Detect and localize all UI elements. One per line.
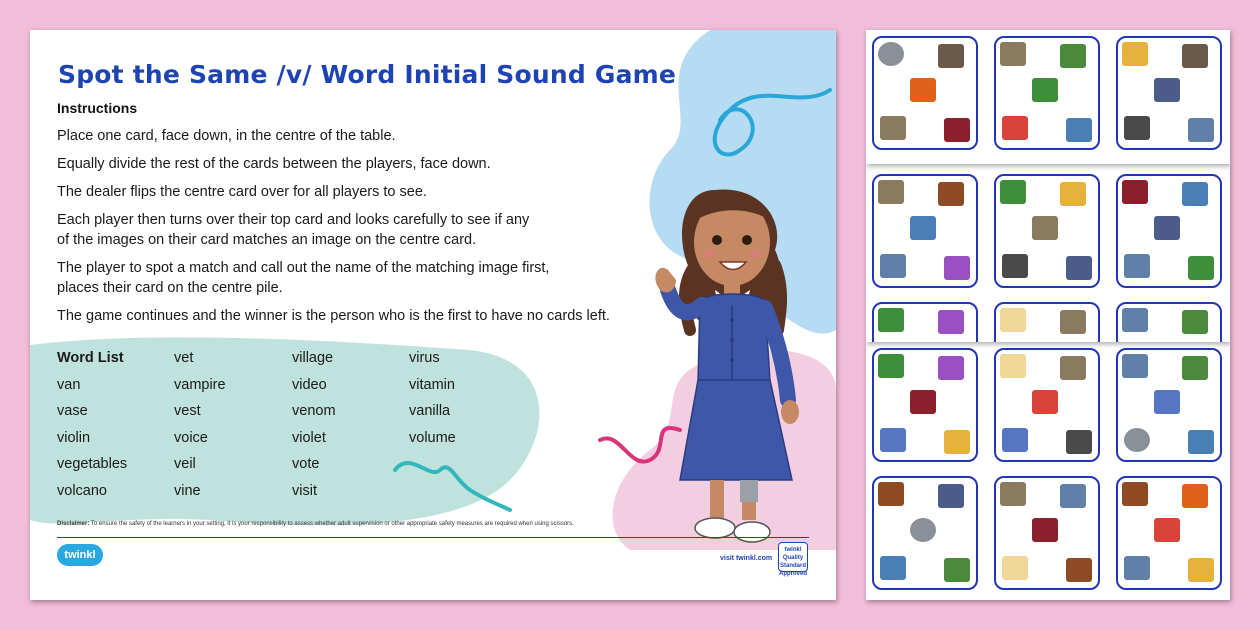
picture-card [1116, 36, 1222, 150]
violin-icon [1122, 482, 1148, 506]
footer-divider [57, 537, 809, 538]
volume-icon [878, 42, 904, 66]
word-item: vitamin [409, 376, 455, 393]
violet-icon [938, 310, 964, 334]
visit-link[interactable]: visit twinkl.com [720, 555, 773, 562]
volcano-icon [1182, 44, 1208, 68]
vet-icon [1154, 78, 1180, 102]
video-icon [1124, 254, 1150, 278]
volume-icon [910, 518, 936, 542]
word-item: visit [292, 482, 317, 499]
violin-icon [1066, 558, 1092, 582]
vanilla-icon [1000, 354, 1026, 378]
video-icon [1122, 354, 1148, 378]
violin-icon [878, 482, 904, 506]
picture-card [872, 348, 978, 462]
word-item: vase [57, 403, 88, 420]
video-icon [1124, 556, 1150, 580]
instruction-item: The player to spot a match and call out the name of the matching image first, places their card on the centre pile. [57, 260, 550, 296]
word-item: voice [174, 429, 208, 446]
word-item: vote [292, 456, 320, 473]
word-column [174, 348, 284, 508]
instruction-item: Equally divide the rest of the cards between the players, face down. [57, 156, 491, 172]
picture-card [872, 36, 978, 150]
picture-card [872, 302, 978, 342]
girl-illustration [620, 150, 830, 545]
picture-card [994, 476, 1100, 590]
village-icon [1000, 482, 1026, 506]
word-item: vet [174, 350, 194, 366]
word-item: violin [57, 429, 91, 446]
picture-card [1116, 348, 1222, 462]
quality-badge: twinkl Quality Standard Approved [778, 542, 808, 572]
word-item: video [292, 376, 327, 393]
word-item: volcano [57, 482, 107, 499]
page-title: Spot the Same /v/ Word Initial Sound Game [58, 60, 677, 89]
card-sheet [866, 164, 1230, 342]
village-icon [1060, 310, 1086, 334]
word-item: vampire [174, 376, 226, 393]
vampire-icon [910, 390, 936, 414]
vampire-icon [1032, 518, 1058, 542]
vegetables-icon [1032, 78, 1058, 102]
voice-icon [1182, 182, 1208, 206]
vase-icon [880, 428, 906, 452]
worksheet-page [30, 30, 836, 600]
voice-icon [910, 216, 936, 240]
vote-icon [1066, 430, 1092, 454]
instruction-item: Place one card, face down, in the centre of the table. [57, 128, 396, 144]
village-icon [1032, 216, 1058, 240]
video-icon [1122, 308, 1148, 332]
violin-icon [938, 182, 964, 206]
vitamin-icon [1122, 42, 1148, 66]
word-column [292, 348, 402, 508]
vest-icon [1002, 116, 1028, 140]
vegetables-icon [1188, 256, 1214, 280]
vote-icon [1124, 116, 1150, 140]
word-item: virus [409, 350, 440, 366]
vegetables-icon [878, 354, 904, 378]
word-column [409, 348, 519, 454]
village-icon [1000, 42, 1026, 66]
violet-icon [944, 256, 970, 280]
voice-icon [1066, 118, 1092, 142]
instructions-heading: Instructions [57, 100, 138, 116]
vet-icon [938, 484, 964, 508]
word-item: vest [174, 403, 201, 420]
card-sheet [866, 342, 1230, 600]
vet-icon [1154, 216, 1180, 240]
vest-icon [1032, 390, 1058, 414]
vitamin-icon [1188, 558, 1214, 582]
venom-icon [1182, 484, 1208, 508]
vanilla-icon [1002, 556, 1028, 580]
violet-icon [938, 356, 964, 380]
twinkl-logo[interactable]: twinkl [57, 544, 103, 566]
instructions-list [57, 126, 677, 334]
card-sheet [866, 30, 1230, 164]
video-icon [880, 254, 906, 278]
village-icon [1060, 356, 1086, 380]
picture-card [872, 174, 978, 288]
vase-icon [1154, 390, 1180, 414]
picture-card [1116, 302, 1222, 342]
picture-card [994, 36, 1100, 150]
picture-card [1116, 476, 1222, 590]
instruction-item: Each player then turns over their top card and looks carefully to see if any of the images on their card matches an image on the centre card. [57, 212, 530, 248]
volcano-icon [938, 44, 964, 68]
picture-card [994, 348, 1100, 462]
vegetables-icon [1000, 180, 1026, 204]
vet-icon [1066, 256, 1092, 280]
word-item: vegetables [57, 456, 128, 473]
video-icon [1060, 484, 1086, 508]
picture-card [872, 476, 978, 590]
vegetables-icon [878, 308, 904, 332]
vitamin-icon [944, 430, 970, 454]
vitamin-icon [1060, 182, 1086, 206]
word-column [57, 348, 167, 508]
word-list-heading: Word List [57, 350, 124, 366]
instruction-item: The game continues and the winner is the person who is the first to have no cards left. [57, 308, 610, 324]
village-icon [880, 116, 906, 140]
vote-icon [1002, 254, 1028, 278]
word-item: venom [292, 403, 336, 420]
video-icon [1188, 118, 1214, 142]
volume-icon [1124, 428, 1150, 452]
word-item: veil [174, 456, 196, 473]
vine-icon [1182, 310, 1208, 334]
vase-icon [1002, 428, 1028, 452]
picture-card [994, 174, 1100, 288]
word-item: vanilla [409, 403, 451, 420]
vine-icon [1060, 44, 1086, 68]
word-item: volume [409, 429, 456, 446]
vampire-icon [1122, 180, 1148, 204]
voice-icon [880, 556, 906, 580]
disclaimer: Disclaimer: To ensure the safety of the learners in your setting, it is your responsibility to assess whether adult supervision or other appropriate safety measures are required when using scissors. [57, 521, 574, 527]
picture-card [1116, 174, 1222, 288]
word-item: village [292, 350, 334, 366]
word-item: van [57, 376, 81, 393]
venom-icon [910, 78, 936, 102]
word-item: violet [292, 429, 326, 446]
vine-icon [1182, 356, 1208, 380]
village-icon [878, 180, 904, 204]
vine-icon [944, 558, 970, 582]
vanilla-icon [1000, 308, 1026, 332]
picture-card [994, 302, 1100, 342]
word-item: vine [174, 482, 201, 499]
vest-icon [1154, 518, 1180, 542]
instruction-item: The dealer flips the centre card over for all players to see. [57, 184, 427, 200]
vampire-icon [944, 118, 970, 142]
voice-icon [1188, 430, 1214, 454]
